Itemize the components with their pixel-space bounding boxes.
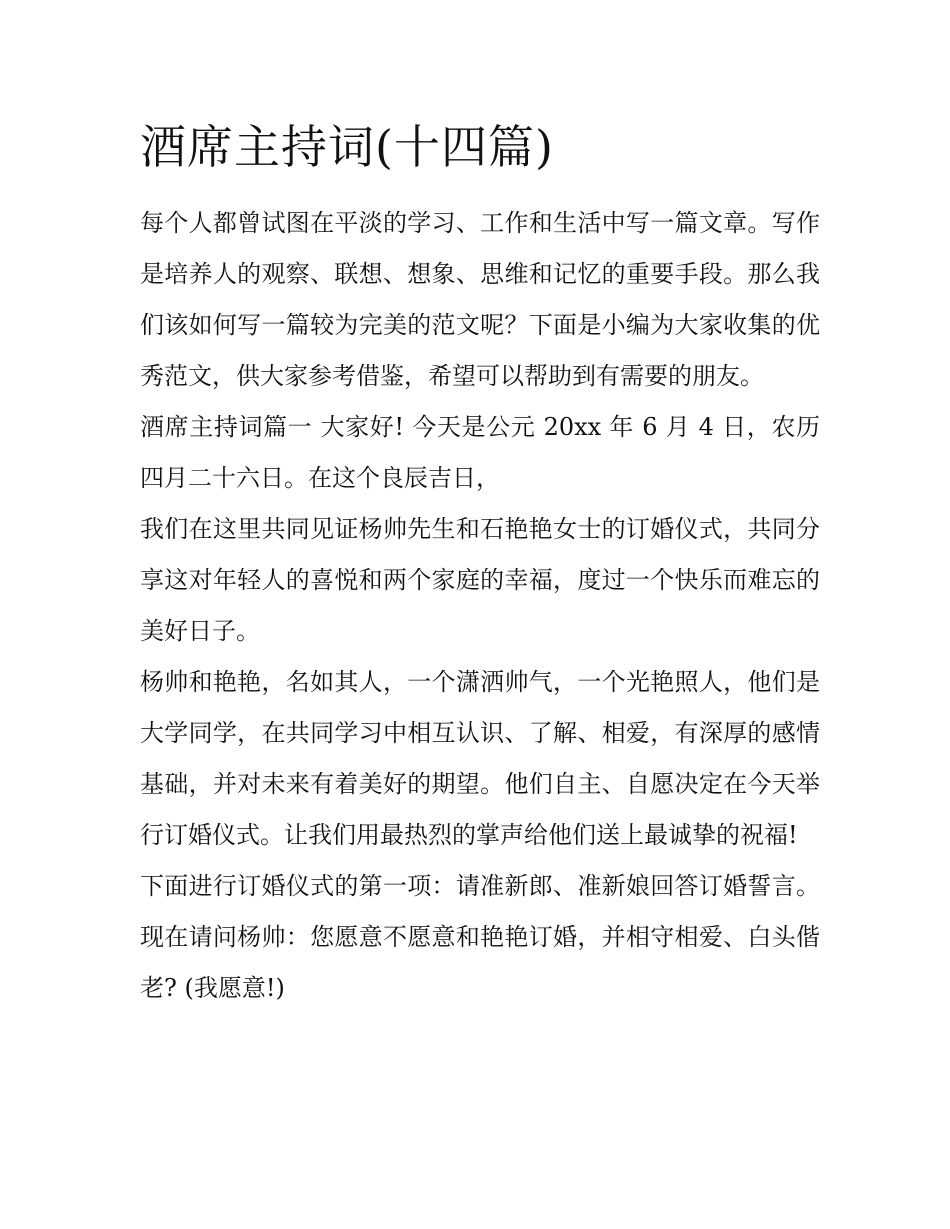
paragraph-intro: 每个人都曾试图在平淡的学习、工作和生活中写一篇文章。写作是培养人的观察、联想、想象、思维和记忆的重要手段。那么我们该如何写一篇较为完美的范文呢？下面是小编为大家收集的优秀范文，供大家参考借鉴，希望可以帮助到有需要的朋友。 <box>140 209 820 390</box>
paragraph-vows: 下面进行订婚仪式的第一项：请准新郎、准新娘回答订婚誓言。 现在请问杨帅：您愿意不愿意和艳艳订婚，并相守相爱、白头偕老? (我愿意!) <box>140 872 820 1002</box>
paragraph-opening: 酒席主持词篇一 大家好! 今天是公元 20xx 年 6 月 4 日，农历四月二十六日。在这个良辰吉日， <box>140 413 820 492</box>
paragraph-witness: 我们在这里共同见证杨帅先生和石艳艳女士的订婚仪式，共同分享这对年轻人的喜悦和两个家庭的幸福，度过一个快乐而难忘的美好日子。 <box>140 515 820 645</box>
paragraph-couple: 杨帅和艳艳，名如其人，一个潇洒帅气，一个光艳照人，他们是大学同学，在共同学习中相互认识、了解、相爱，有深厚的感情基础，并对未来有着美好的期望。他们自主、自愿决定在今天举行订婚仪式。让我们用最热烈的掌声给他们送上最诚挚的祝福! <box>140 668 820 849</box>
document-body <box>140 110 820 1014</box>
document-title: 酒席主持词(十四篇) <box>140 120 554 174</box>
